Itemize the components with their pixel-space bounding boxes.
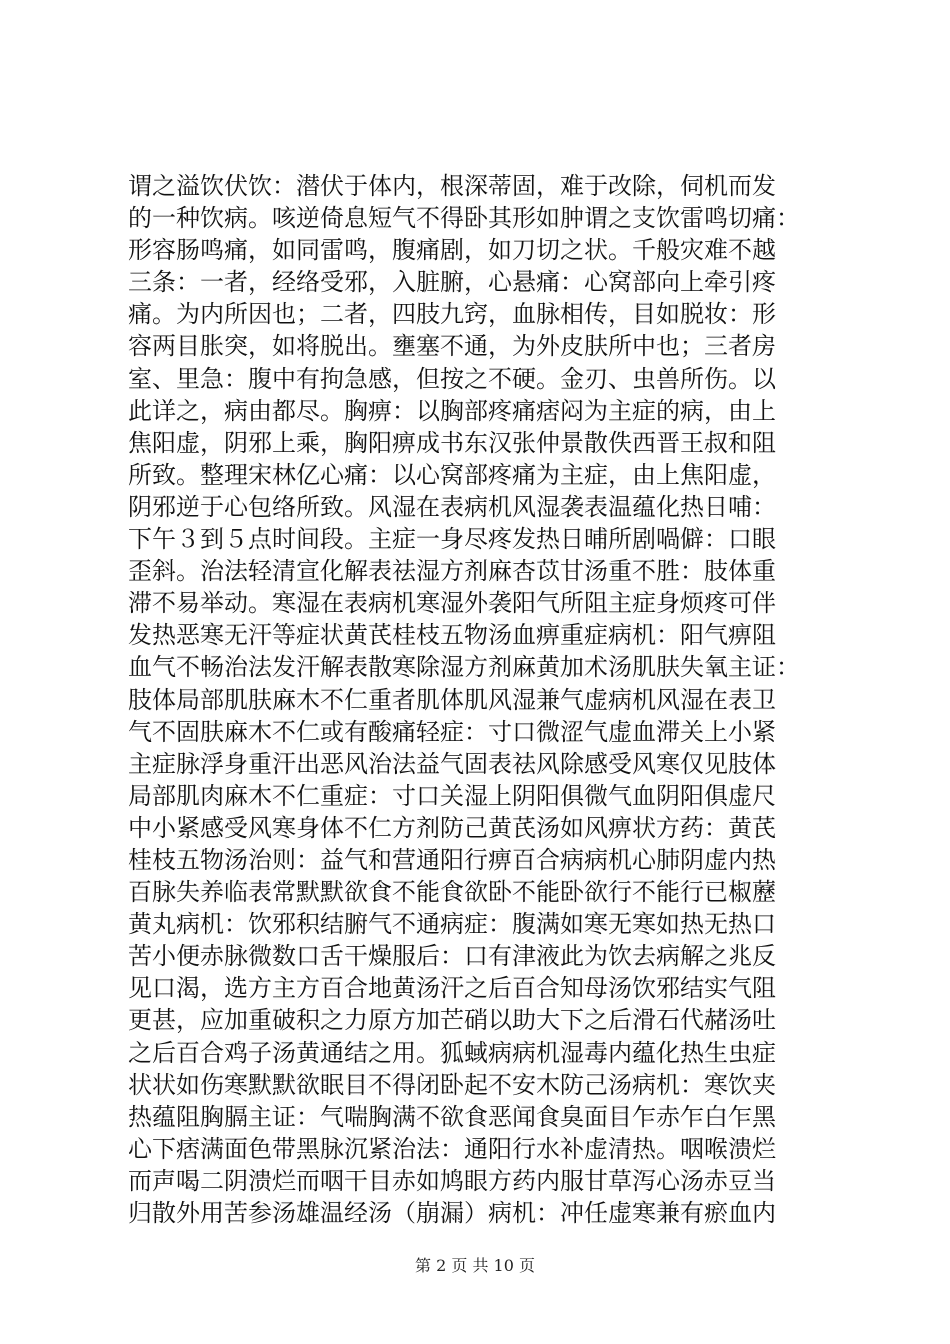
text-line: 发热恶寒无汗等症状黄芪桂枝五物汤血痹重症病机：阳气痹阻 bbox=[128, 621, 776, 650]
text-line: 痛。为内所因也；二者，四肢九窍，血脉相传，目如脱妆：形 bbox=[128, 300, 776, 329]
text-line: 歪斜。治法轻清宣化解表祛湿方剂麻杏苡甘汤重不胜：肢体重 bbox=[128, 557, 776, 586]
page-number-label: 第 2 页 共 10 页 bbox=[415, 1256, 535, 1275]
text-line: 此详之，病由都尽。胸痹：以胸部疼痛痞闷为主症的病，由上 bbox=[128, 396, 776, 425]
text-line: 血气不畅治法发汗解表散寒除湿方剂麻黄加术汤肌肤失氧主证： bbox=[128, 653, 800, 682]
text-line: 苦小便赤脉微数口舌干燥服后：口有津液此为饮去病解之兆反 bbox=[128, 942, 776, 971]
text-line: 焦阳虚，阴邪上乘，胸阳痹成书东汉张仲景散佚西晋王叔和阻 bbox=[128, 428, 776, 457]
text-line: 百脉失养临表常默默欲食不能食欲卧不能卧欲行不能行已椒藶 bbox=[128, 878, 776, 907]
text-line: 谓之溢饮伏饮：潜伏于体内，根深蒂固，难于改除，伺机而发 bbox=[128, 172, 776, 200]
text-line: 更甚，应加重破积之力原方加芒硝以助大下之后滑石代赭汤吐 bbox=[128, 1006, 776, 1035]
text-line: 形容肠鸣痛，如同雷鸣，腹痛剧，如刀切之状。千般灾难不越 bbox=[128, 236, 776, 265]
text-line: 下午３到５点时间段。主症一身尽疼发热日晡所剧喎僻：口眼 bbox=[128, 525, 776, 554]
text-line: 局部肌肉麻木不仁重症：寸口关湿上阴阳俱微气血阴阳俱虚尺 bbox=[128, 781, 776, 810]
text-line: 容两目胀突，如将脱出。壅塞不通，为外皮肤所中也；三者房 bbox=[128, 332, 776, 361]
text-line: 肢体局部肌肤麻木不仁重者肌体肌风湿兼气虚病机风湿在表卫 bbox=[128, 685, 776, 714]
text-line: 三条：一者，经络受邪，入脏腑，心悬痛：心窝部向上牵引疼 bbox=[128, 268, 776, 297]
text-line: 主症脉浮身重汗出恶风治法益气固表祛风除感受风寒仅见肢体 bbox=[128, 749, 776, 778]
text-line: 滞不易举动。寒湿在表病机寒湿外袭阳气所阻主症身烦疼可伴 bbox=[128, 589, 776, 618]
text-line: 中小紧感受风寒身体不仁方剂防己黄芪汤如风痹状方药：黄芪 bbox=[128, 813, 776, 842]
page-footer bbox=[0, 1253, 950, 1276]
text-line: 的一种饮病。咳逆倚息短气不得卧其形如肿谓之支饮雷鸣切痛： bbox=[128, 204, 800, 233]
text-line: 阴邪逆于心包络所致。风湿在表病机风湿袭表温蕴化热日哺： bbox=[128, 492, 776, 521]
text-line: 桂枝五物汤治则：益气和营通阳行痹百合病病机心肺阴虚内热 bbox=[128, 845, 776, 874]
text-line: 见口渴，选方主方百合地黄汤汗之后百合知母汤饮邪结实气阻 bbox=[128, 974, 776, 1003]
text-line: 状状如伤寒默默欲眠目不得闭卧起不安木防己汤病机：寒饮夹 bbox=[128, 1070, 776, 1099]
text-line: 之后百合鸡子汤黄通结之用。狐蜮病病机湿毒内蕴化热生虫症 bbox=[128, 1038, 776, 1067]
text-line: 气不固肤麻木不仁或有酸痛轻症：寸口微涩气虚血滞关上小紧 bbox=[128, 717, 776, 746]
body-text bbox=[128, 170, 828, 1229]
text-line: 所致。整理宋林亿心痛：以心窝部疼痛为主症，由上焦阳虚， bbox=[128, 460, 776, 489]
text-line: 室、里急：腹中有拘急感，但按之不硬。金刃、虫兽所伤。以 bbox=[128, 364, 776, 393]
text-line: 热蕴阻胸膈主证：气喘胸满不欲食恶闻食臭面目乍赤乍白乍黑 bbox=[128, 1102, 776, 1131]
text-line: 归散外用苦参汤雄温经汤（崩漏）病机：冲任虚寒兼有瘀血内 bbox=[128, 1199, 776, 1227]
text-line: 心下痞满面色带黑脉沉紧治法：通阳行水补虚清热。咽喉溃烂 bbox=[128, 1134, 776, 1163]
text-line: 而声喝二阴溃烂而咽干目赤如鸠眼方药内服甘草泻心汤赤豆当 bbox=[128, 1166, 776, 1195]
text-line: 黄丸病机：饮邪积结腑气不通病症：腹满如寒无寒如热无热口 bbox=[128, 910, 776, 939]
